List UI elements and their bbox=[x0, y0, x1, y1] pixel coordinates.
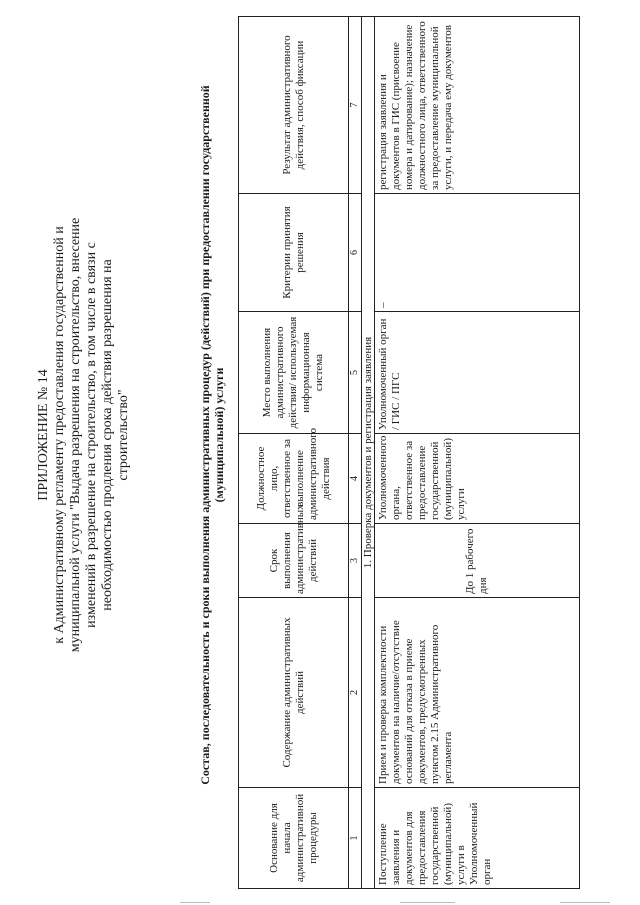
section-row bbox=[362, 17, 375, 889]
table-header-row bbox=[239, 17, 349, 889]
header-line: муниципальной услуги "Выдача разрешения на строительство, внесение bbox=[68, 217, 83, 653]
cell-place: Уполномоченный орган / ГИС / ПГС bbox=[375, 312, 580, 434]
cell-result: регистрация заявления и документов в ГИС (присвоение номера и датирование); назначение должностного лица, ответственного за предоставление муниципальной услуги, и передача ему документов bbox=[375, 17, 580, 194]
cell-basis: Поступление заявления и документов для предоставления государственной (муниципальной) услуги в Уполномоченный орган bbox=[375, 788, 580, 889]
column-number-row bbox=[349, 17, 362, 889]
cell-content: Прием и проверка комплектности документов на наличие/отсутствие оснований для отказа в приеме документов, предусмотренных пунктом 2.15 Административного регламента bbox=[375, 598, 580, 788]
column-number: 4 bbox=[349, 434, 362, 524]
column-header: Место выполнения административного действия/ используемая информационная система bbox=[239, 312, 349, 434]
header-line: необходимостью продления срока действия разрешения на bbox=[100, 259, 115, 611]
caption-line: (муниципальной) услуги bbox=[212, 367, 226, 503]
column-header: Срок выполнения административных действий bbox=[239, 524, 349, 598]
cell-official: Уполномоченного органа, ответственное за предоставление государственной (муниципальной) услуги bbox=[375, 434, 580, 524]
header-line: строительство" bbox=[116, 389, 131, 481]
column-number: 6 bbox=[349, 194, 362, 312]
scan-artifact bbox=[560, 902, 610, 903]
column-number: 3 bbox=[349, 524, 362, 598]
scan-artifact bbox=[180, 902, 210, 903]
column-number: 7 bbox=[349, 17, 362, 194]
caption-line: Состав, последовательность и сроки выполнения административных процедур (действий) при предоставлении государственной bbox=[198, 85, 212, 785]
column-header: Должностное лицо, ответственное за выполнение административного действия bbox=[239, 434, 349, 524]
column-number: 1 bbox=[349, 788, 362, 889]
table-row bbox=[375, 17, 580, 889]
appendix-header bbox=[36, 5, 132, 865]
procedures-table bbox=[238, 16, 580, 889]
column-number: 5 bbox=[349, 312, 362, 434]
cell-criteria: – bbox=[375, 194, 580, 312]
column-header: Критерии принятия решения bbox=[239, 194, 349, 312]
appendix-title: ПРИЛОЖЕНИЕ № 14 bbox=[36, 369, 51, 501]
header-line: изменений в разрешение на строительство, в том числе в связи с bbox=[84, 242, 99, 628]
scan-artifact bbox=[400, 902, 455, 903]
column-header: Содержание административных действий bbox=[239, 598, 349, 788]
table-caption bbox=[198, 5, 226, 865]
cell-term: До 1 рабочего дня bbox=[375, 524, 580, 598]
section-title: 1. Проверка документов и регистрация заявления bbox=[362, 17, 375, 889]
column-number: 2 bbox=[349, 598, 362, 788]
column-header: Основание для начала административной процедуры bbox=[239, 788, 349, 889]
header-line: к Административному регламенту предоставления государственной и bbox=[52, 226, 67, 644]
column-header: Результат административного действия, способ фиксации bbox=[239, 17, 349, 194]
